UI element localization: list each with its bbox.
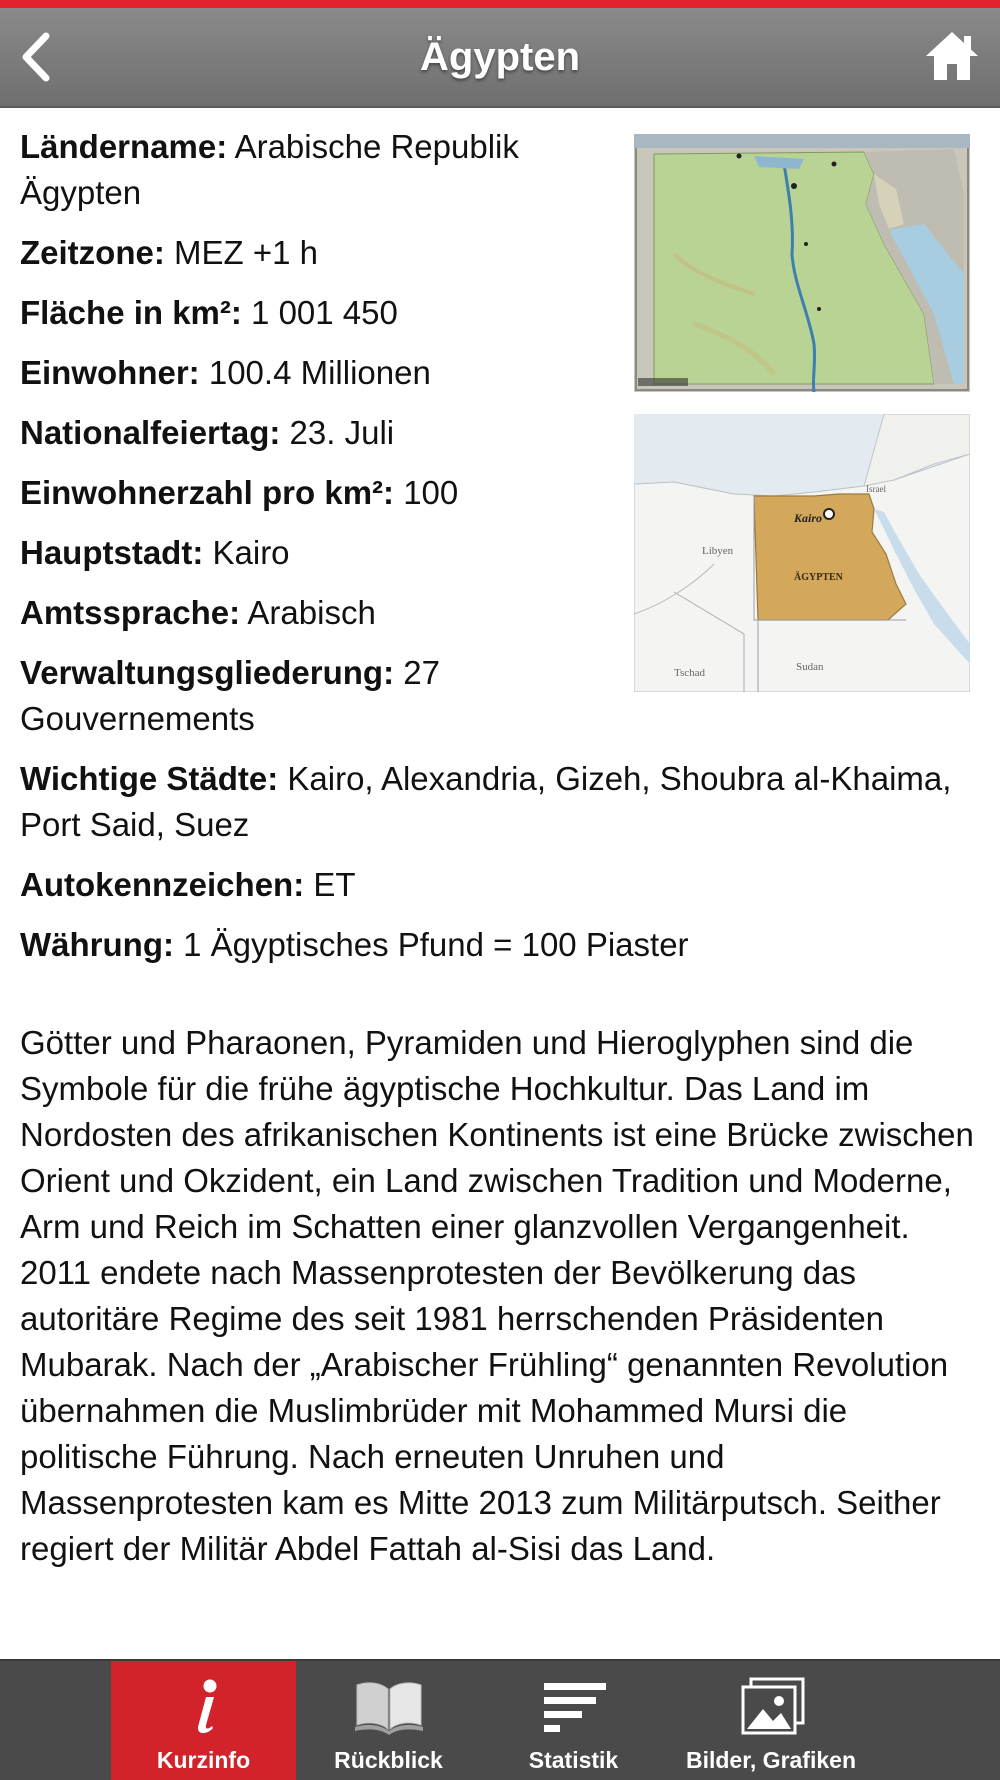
tab-label-rueckblick: Rückblick [334, 1747, 443, 1773]
navigation-bar [0, 8, 1000, 108]
fact-area: Fläche in km²: 1 001 450 [20, 294, 398, 331]
fact-major-cities: Wichtige Städte: Kairo, Alexandria, Gizeh, Shoubra al-Khaima, Port Said, Suez [20, 760, 952, 843]
content-area [20, 124, 980, 1572]
fact-population: Einwohner: 100.4 Millionen [20, 354, 431, 391]
fact-country-name: Ländername: Arabische Republik Ägypten [20, 128, 519, 211]
fact-vehicle-code: Autokennzeichen: ET [20, 866, 356, 903]
fact-population-density: Einwohnerzahl pro km²: 100 [20, 474, 459, 511]
book-icon [349, 1675, 429, 1737]
tab-label-bilder-grafiken: Bilder, Grafiken [685, 1747, 856, 1773]
fact-national-holiday: Nationalfeiertag: 23. Juli [20, 414, 395, 451]
country-description: Götter und Pharaonen, Pyramiden und Hieroglyphen sind die Symbole für die frühe ägyptische Hochkultur. Das Land im Nordosten des afrikanischen Kontinents ist eine Brücke zwischen Orient und Okzident, ein Land zwischen Tradition und Moderne, Arm und Reich im Schatten einer glanzvollen Vergangenheit. 2011 endete nach Massenprotesten der Bevölkerung das autoritäre Regime des seit 1981 herrschenden Präsidenten Mubarak. Nach der „Arabischer Frühling“ genannten Revolution übernahmen die Muslimbrüder mit Mohammed Mursi die politische Führung. Nach erneuten Unruhen und Massenprotesten kam es Mitte 2013 zum Militärputsch. Seither regiert der Militär Abdel Fattah al-Sisi das Land. [20, 1024, 974, 1567]
country-facts [20, 124, 980, 968]
info-icon [164, 1675, 244, 1737]
images-icon [731, 1675, 811, 1737]
map-label-neighbor-4: Sudan [796, 661, 824, 673]
tab-bilder-grafiken[interactable] [666, 1661, 876, 1780]
tab-statistik[interactable] [481, 1661, 666, 1780]
fact-official-language: Amtssprache: Arabisch [20, 594, 376, 631]
fact-timezone: Zeitzone: MEZ +1 h [20, 234, 318, 271]
map-label-country: ÄGYPTEN [794, 572, 843, 583]
fact-capital: Hauptstadt: Kairo [20, 534, 290, 571]
tab-label-statistik: Statistik [528, 1747, 619, 1773]
map-label-neighbor-3: Tschad [674, 667, 705, 679]
tab-label-kurzinfo: Kurzinfo [156, 1747, 251, 1773]
page-title: Ägypten [420, 35, 580, 79]
home-button[interactable] [924, 28, 980, 84]
top-accent-stripe [0, 0, 1000, 8]
map-label-capital: Kairo [794, 511, 823, 525]
tab-kurzinfo[interactable] [111, 1661, 296, 1780]
home-icon [924, 28, 980, 84]
map-label-neighbor-1: Libyen [702, 545, 734, 557]
fact-administrative-division: Verwaltungsgliederung: 27 Gouvernements [20, 654, 440, 737]
fact-currency: Währung: 1 Ägyptisches Pfund = 100 Piaster [20, 926, 689, 963]
statistics-icon [534, 1675, 614, 1737]
bottom-tab-bar [0, 1659, 1000, 1780]
tab-rueckblick[interactable] [296, 1661, 481, 1780]
map-label-neighbor-2: Israel [866, 484, 886, 494]
